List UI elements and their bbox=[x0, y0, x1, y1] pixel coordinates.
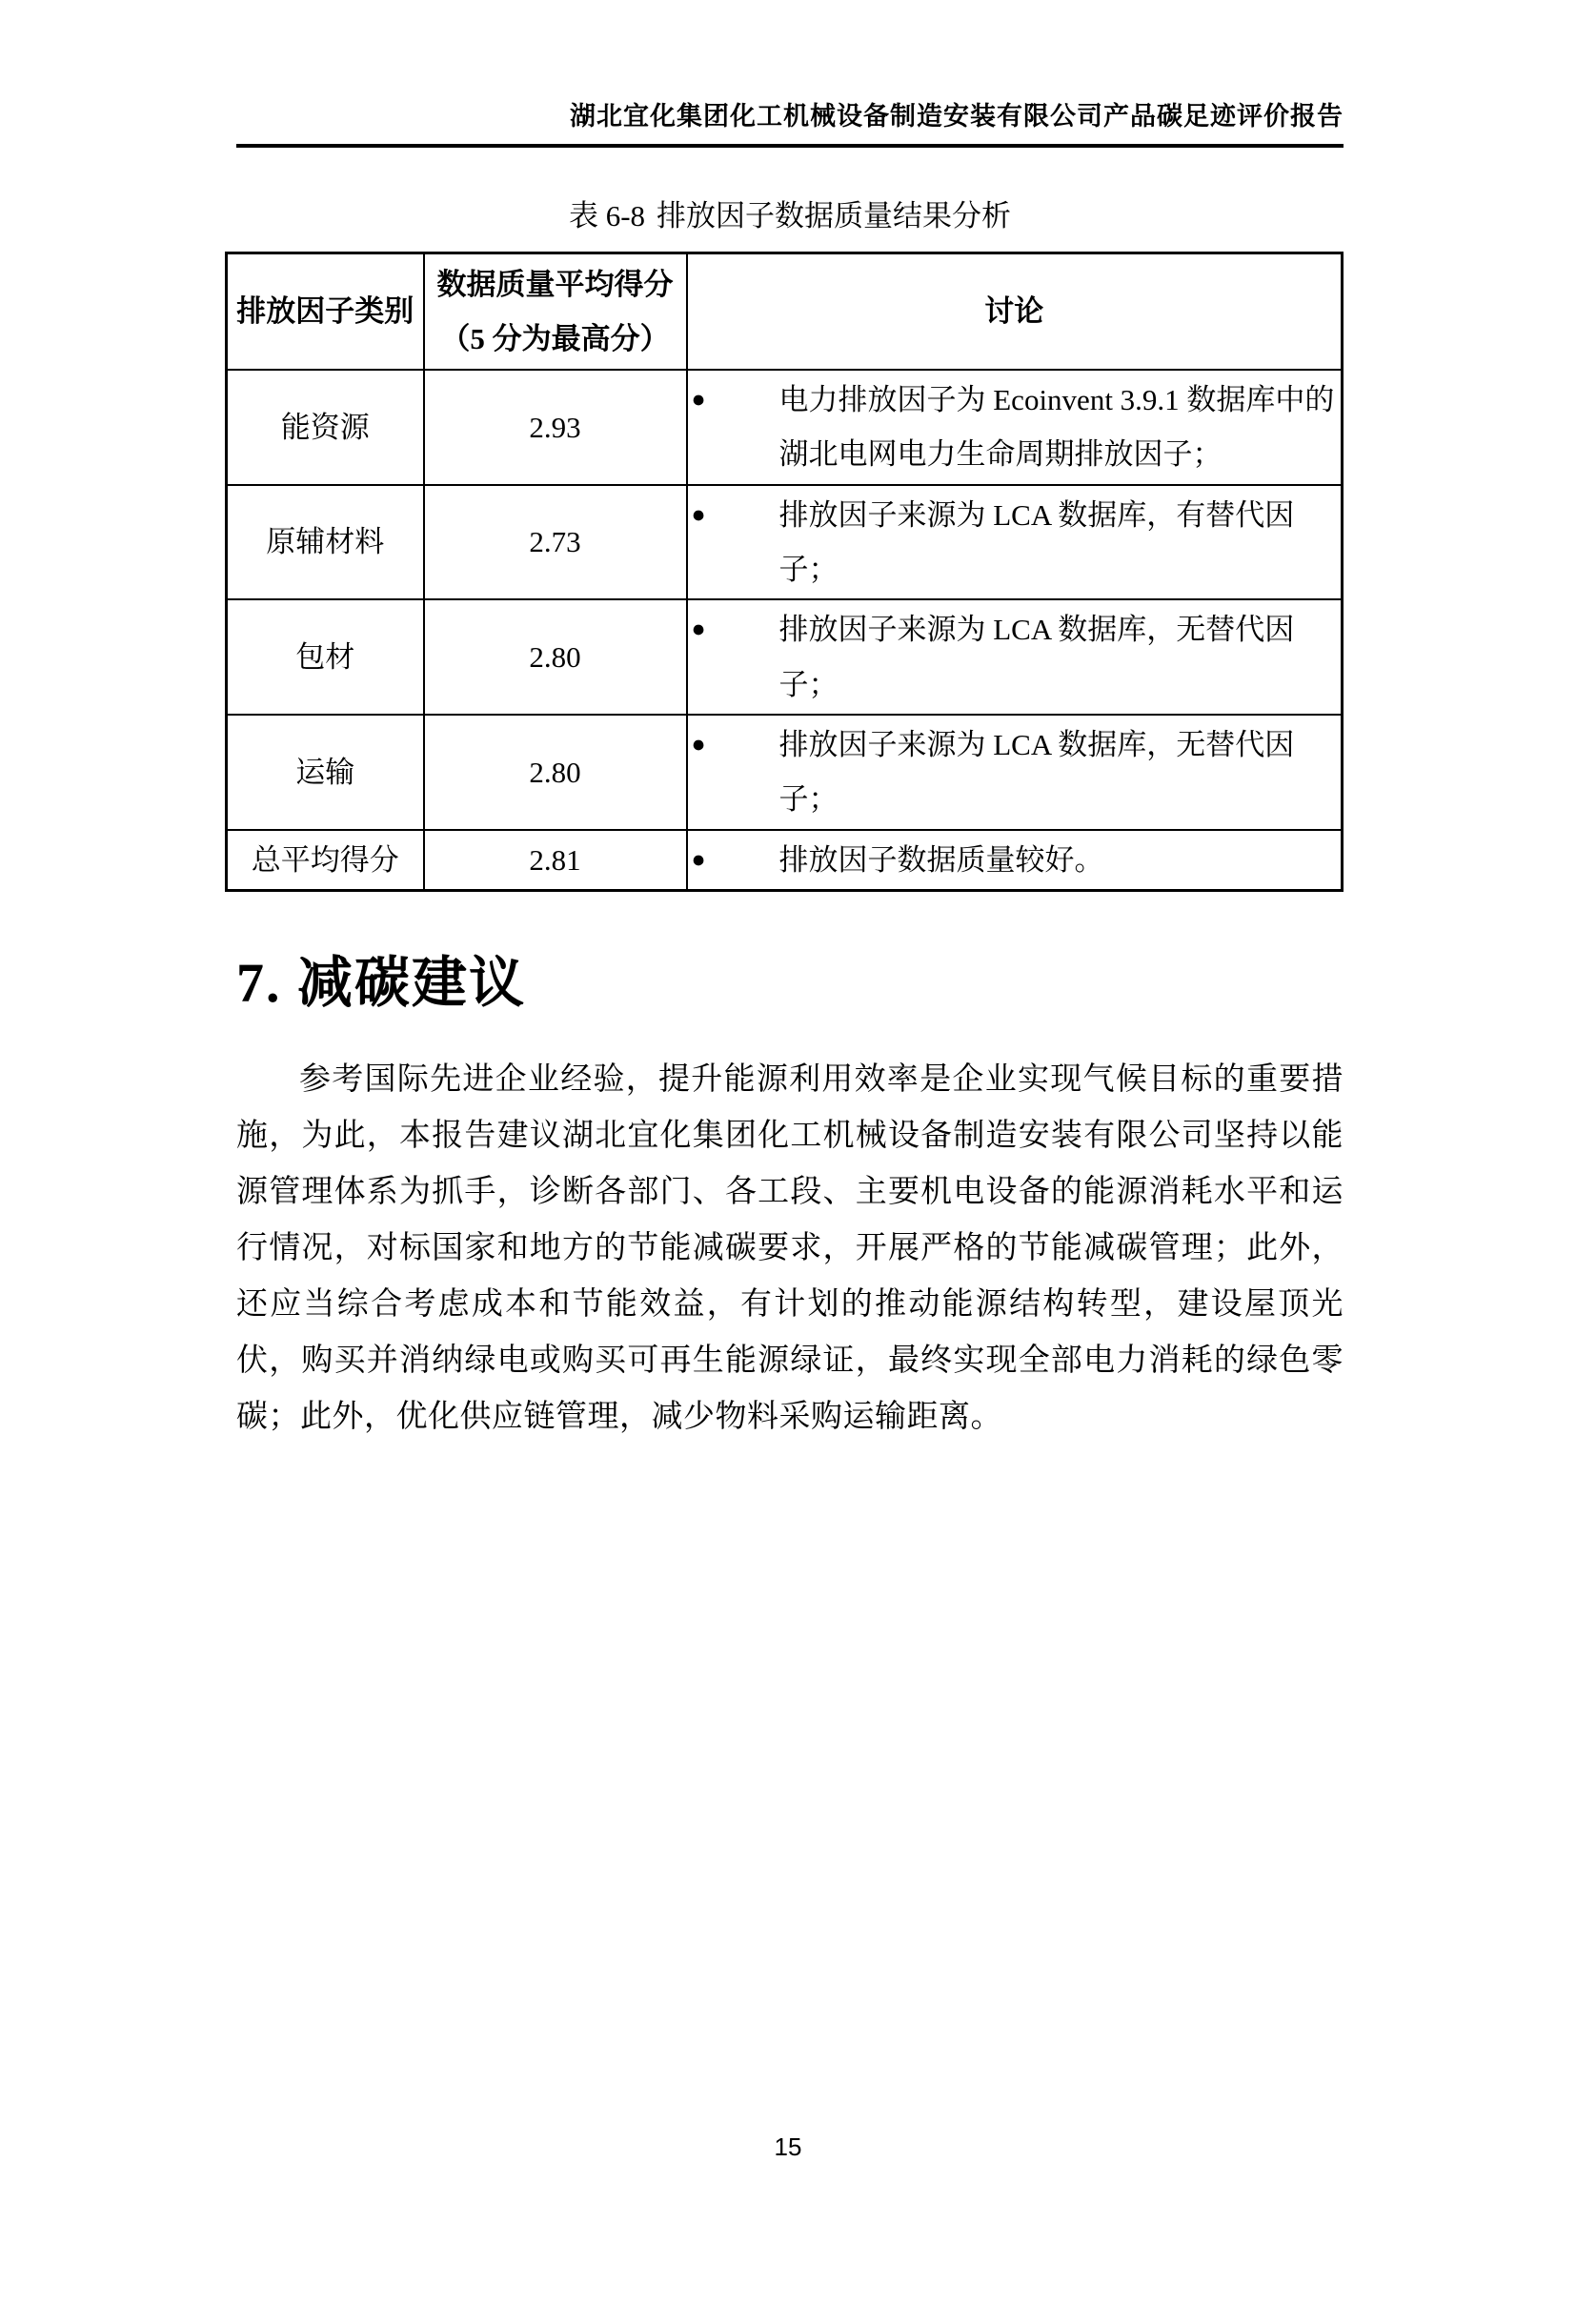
discussion-text: 排放因子数据质量较好。 bbox=[778, 842, 1104, 877]
col-header-category: 排放因子类别 bbox=[227, 253, 424, 371]
cell-discussion bbox=[687, 599, 1343, 715]
discussion-text: 排放因子来源为 LCA 数据库，无替代因子； bbox=[778, 728, 1295, 817]
discussion-text: 电力排放因子为 Ecoinvent 3.9.1 数据库中的湖北电网电力生命周期排放因子； bbox=[778, 383, 1335, 472]
table-row bbox=[227, 485, 1343, 600]
col-header-discussion: 讨论 bbox=[687, 253, 1343, 371]
cell-score: 2.93 bbox=[424, 370, 687, 485]
cell-category: 总平均得分 bbox=[227, 830, 424, 891]
page-number: 15 bbox=[774, 2132, 802, 2161]
table-caption-label: 表 6-8 bbox=[568, 199, 646, 232]
cell-score: 2.80 bbox=[424, 715, 687, 830]
page-header bbox=[236, 95, 1344, 148]
caption-spacer bbox=[645, 199, 657, 232]
bullet-icon: ● bbox=[691, 732, 706, 758]
section-heading: 7. 减碳建议 bbox=[236, 952, 527, 1015]
bullet-icon: ● bbox=[691, 387, 706, 413]
cell-discussion bbox=[687, 485, 1343, 600]
bullet-icon: ● bbox=[691, 846, 706, 873]
cell-discussion bbox=[687, 830, 1343, 891]
bullet-icon: ● bbox=[691, 616, 706, 643]
col-header-score: 数据质量平均得分 （5 分为最高分） bbox=[424, 253, 687, 371]
cell-discussion bbox=[687, 715, 1343, 830]
cell-category: 运输 bbox=[227, 715, 424, 830]
table-row bbox=[227, 370, 1343, 485]
header-title: 湖北宜化集团化工机械设备制造安装有限公司产品碳足迹评价报告 bbox=[570, 102, 1344, 131]
cell-category: 能资源 bbox=[227, 370, 424, 485]
table-header-row bbox=[227, 253, 1343, 371]
cell-score: 2.81 bbox=[424, 830, 687, 891]
cell-category: 包材 bbox=[227, 599, 424, 715]
table-caption bbox=[236, 192, 1344, 234]
discussion-text: 排放因子来源为 LCA 数据库，无替代因子； bbox=[778, 613, 1295, 701]
table-row bbox=[227, 599, 1343, 715]
cell-score: 2.73 bbox=[424, 485, 687, 600]
document-page bbox=[0, 95, 1576, 1446]
data-quality-table bbox=[225, 252, 1344, 892]
table-caption-title: 排放因子数据质量结果分析 bbox=[657, 199, 1012, 232]
discussion-text: 排放因子来源为 LCA 数据库，有替代因子； bbox=[778, 497, 1295, 587]
cell-score: 2.80 bbox=[424, 599, 687, 715]
cell-category: 原辅材料 bbox=[227, 485, 424, 600]
cell-discussion bbox=[687, 370, 1343, 485]
section-paragraph: 参考国际先进企业经验，提升能源利用效率是企业实现气候目标的重要措施，为此，本报告建议湖北宜化集团化工机械设备制造安装有限公司坚持以能源管理体系为抓手，诊断各部门、各工段、主要机电设备的能源消耗水平和运行情况，对标国家和地方的节能减碳要求，开展严格的节能减碳管理；此外，还应当综合考虑成本和节能效益，有计划的推动能源结构转型，建设屋顶光伏，购买并消纳绿电或购买可再生能源绿证，最终实现全部电力消耗的绿色零碳；此外，优化供应链管理，减少物料采购运输距离。 bbox=[236, 1062, 1344, 1435]
table-row bbox=[227, 715, 1343, 830]
bullet-icon: ● bbox=[691, 501, 706, 528]
table-row bbox=[227, 830, 1343, 891]
